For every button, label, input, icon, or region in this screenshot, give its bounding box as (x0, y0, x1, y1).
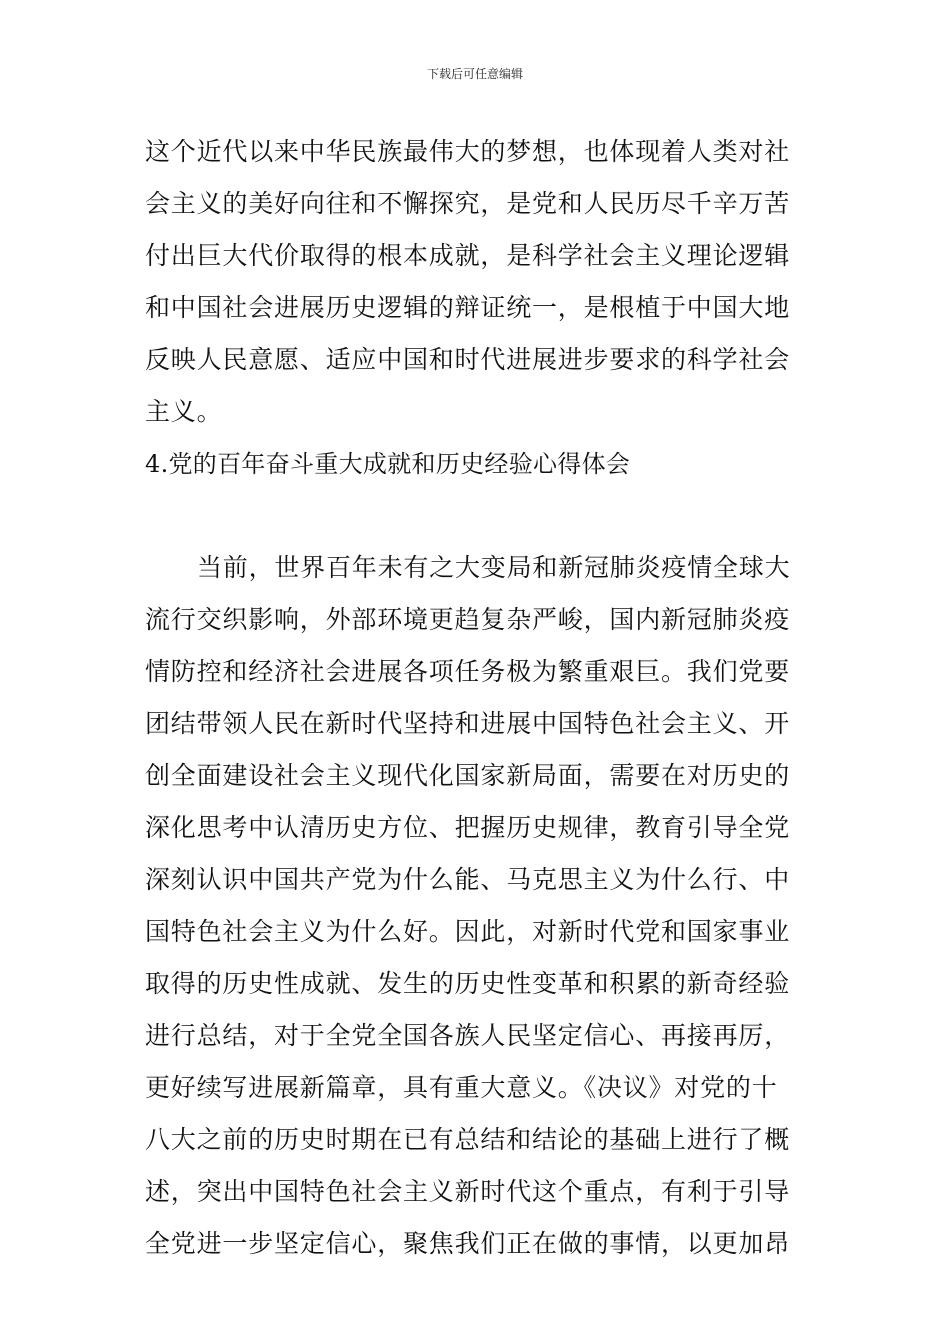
section-heading: 4.党的百年奋斗重大成就和历史经验心得体会 (145, 450, 631, 478)
document-body (145, 126, 815, 1270)
text-line: 情防控和经济社会进展各项任务极为繁重艰巨。我们党要 (145, 657, 791, 686)
blank-line (145, 490, 815, 542)
text-line: 付出巨大代价取得的根本成就，是科学社会主义理论逻辑 (145, 241, 791, 270)
text-line: 深化思考中认清历史方位、把握历史规律，教育引导全党 (145, 813, 791, 842)
text-line: 这个近代以来中华民族最伟大的梦想，也体现着人类对社 (145, 137, 791, 166)
text-line: 主义。 (145, 397, 223, 426)
text-line: 全党进一步坚定信心，聚焦我们正在做的事情，以更加昂 (145, 1229, 791, 1258)
text-line: 国特色社会主义为什么好。因此，对新时代党和国家事业 (145, 917, 791, 946)
text-line: 团结带领人民在新时代坚持和进展中国特色社会主义、开 (145, 709, 791, 738)
text-line: 更好续写进展新篇章，具有重大意义。《决议》对党的十 (145, 1073, 778, 1102)
text-line: 八大之前的历史时期在已有总结和结论的基础上进行了概 (145, 1125, 791, 1154)
text-line: 反映人民意愿、适应中国和时代进展进步要求的科学社会 (145, 345, 791, 374)
paragraph-2 (145, 542, 815, 1270)
text-line: 述，突出中国特色社会主义新时代这个重点，有利于引导 (145, 1177, 791, 1206)
page-header: 下载后可任意编辑 (426, 67, 523, 81)
text-line: 流行交织影响，外部环境更趋复杂严峻，国内新冠肺炎疫 (145, 605, 791, 634)
text-line: 创全面建设社会主义现代化国家新局面，需要在对历史的 (145, 761, 791, 790)
text-line: 会主义的美好向往和不懈探究，是党和人民历尽千辛万苦 (145, 189, 791, 218)
text-line: 进行总结，对于全党全国各族人民坚定信心、再接再厉， (145, 1021, 791, 1050)
text-line: 取得的历史性成就、发生的历史性变革和积累的新奇经验 (145, 969, 791, 998)
paragraph-1 (145, 126, 815, 438)
text-line: 和中国社会进展历史逻辑的辩证统一，是根植于中国大地 (145, 293, 791, 322)
text-line: 当前，世界百年未有之大变局和新冠肺炎疫情全球大 (197, 553, 791, 582)
text-line: 深刻认识中国共产党为什么能、马克思主义为什么行、中 (145, 865, 791, 894)
